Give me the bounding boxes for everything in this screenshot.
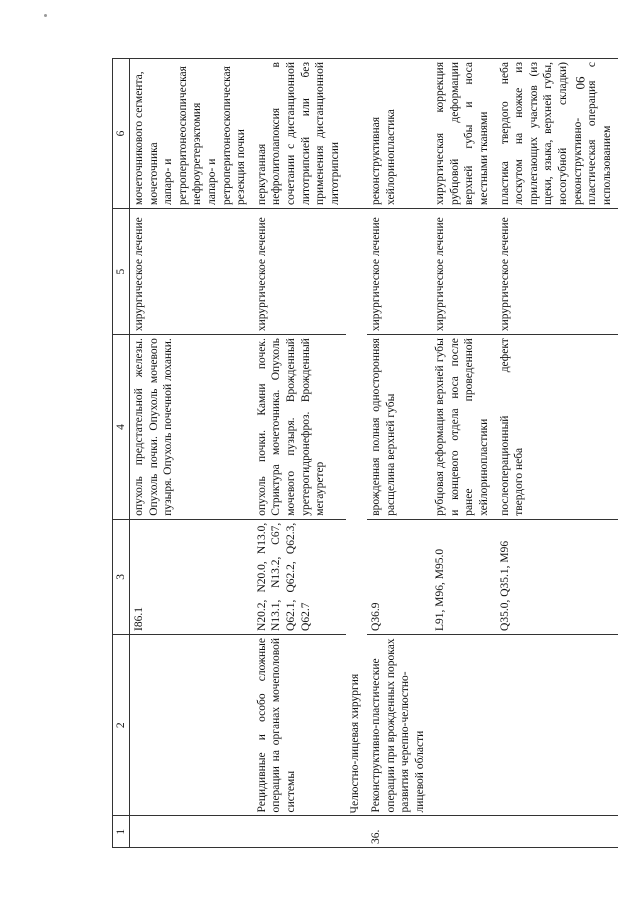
header-col-6: 6 [113, 59, 130, 209]
table-row [253, 59, 347, 848]
table-row [431, 59, 495, 848]
codes-cell: Q36.9 [367, 519, 431, 634]
scan-artifact-dot [44, 14, 47, 17]
procedure-line: мочеточника [147, 142, 160, 205]
diagnosis-cell: послеоперационный дефект твердого неба [496, 335, 619, 520]
page-number: 90 [573, 76, 588, 90]
treatment-cell: хирургическое лечение [431, 208, 495, 334]
treatment-cell: хирургическое лечение [367, 208, 431, 334]
procedure-cell: реконструктивная хейлоринопластика [367, 59, 431, 209]
table-row [367, 59, 431, 848]
table-row-continuation [130, 59, 253, 848]
header-col-4: 4 [113, 335, 130, 520]
header-col-1: 1 [113, 816, 130, 848]
diagnosis-cell: опухоль почки. Камни почек. Стриктура мочеточника. Опухоль мочевого пузыря. Врожденный уретерогидронефроз. Врожденный мегауретер [253, 335, 347, 520]
codes-cell: Q35.0, Q35.1, M96 [496, 519, 619, 634]
name-cell: Реконструктивно-пластические операции при врожденных пороках развития черепно-челюстно-лицевой области [367, 634, 431, 815]
procedure-line: лапаро- и [162, 158, 175, 205]
header-col-2: 2 [113, 634, 130, 815]
section-title: Челюстно-лицевая хирургия [346, 208, 367, 816]
procedure-cell: хирургическая коррекция рубцовой деформации верхней губы и носа местными тканями [431, 59, 495, 209]
procedure-line: ретроперитонеоскопическая [176, 66, 189, 205]
procedure-line: резекция почки [235, 129, 248, 205]
section-title-row [346, 59, 367, 848]
procedure-line: лапаро- и [205, 158, 218, 205]
treatment-cell: хирургическое лечение [130, 208, 253, 334]
header-col-5: 5 [113, 208, 130, 334]
procedures-table [112, 58, 618, 848]
header-col-3: 3 [113, 519, 130, 634]
procedure-line: ретроперитонеоскопическая [220, 66, 233, 205]
diagnosis-cell: рубцовая деформация верхней губы и концевого отдела носа после ранее проведенной хейлоринопластики [431, 335, 495, 520]
codes-cell: N20.2, N20.0, N13.0, N13.1, N13.2, C67, Q62.1, Q62.2, Q62.3, Q62.7 [253, 519, 347, 634]
treatment-cell: хирургическое лечение [253, 208, 347, 334]
row-number: 36. [367, 816, 431, 848]
procedure-cell: перкутанная нефролитолапоксия в сочетании с дистанционной литотрипсией или без применения дистанционной литотрипсии [253, 59, 347, 209]
diagnosis-cell: врожденная полная односторонняя расщелина верхней губы [367, 335, 431, 520]
procedure-cell [130, 59, 253, 209]
treatment-cell: хирургическое лечение [496, 208, 619, 334]
table-row [496, 59, 619, 848]
table-header-row [113, 59, 130, 848]
codes-cell: L91, M96, M95.0 [431, 519, 495, 634]
name-cell: Рецидивные и особо сложные операции на органах мочеполовой системы [253, 634, 347, 815]
diagnosis-cell: опухоль предстательной железы. Опухоль почки. Опухоль мочевого пузыря. Опухоль почечной лоханки. [130, 335, 253, 520]
procedure-line: нефроуретерэктомия [191, 102, 204, 205]
procedure-line: мочеточникового сегмента, [133, 71, 145, 205]
procedure-cell: пластика твердого неба лоскутом на ножке из прилегающих участков (из щеки, языка, верхней губы, носогубной складки) реконструктивно-пластическая операция с использованием [496, 59, 619, 209]
codes-cell: I86.1 [130, 519, 253, 634]
